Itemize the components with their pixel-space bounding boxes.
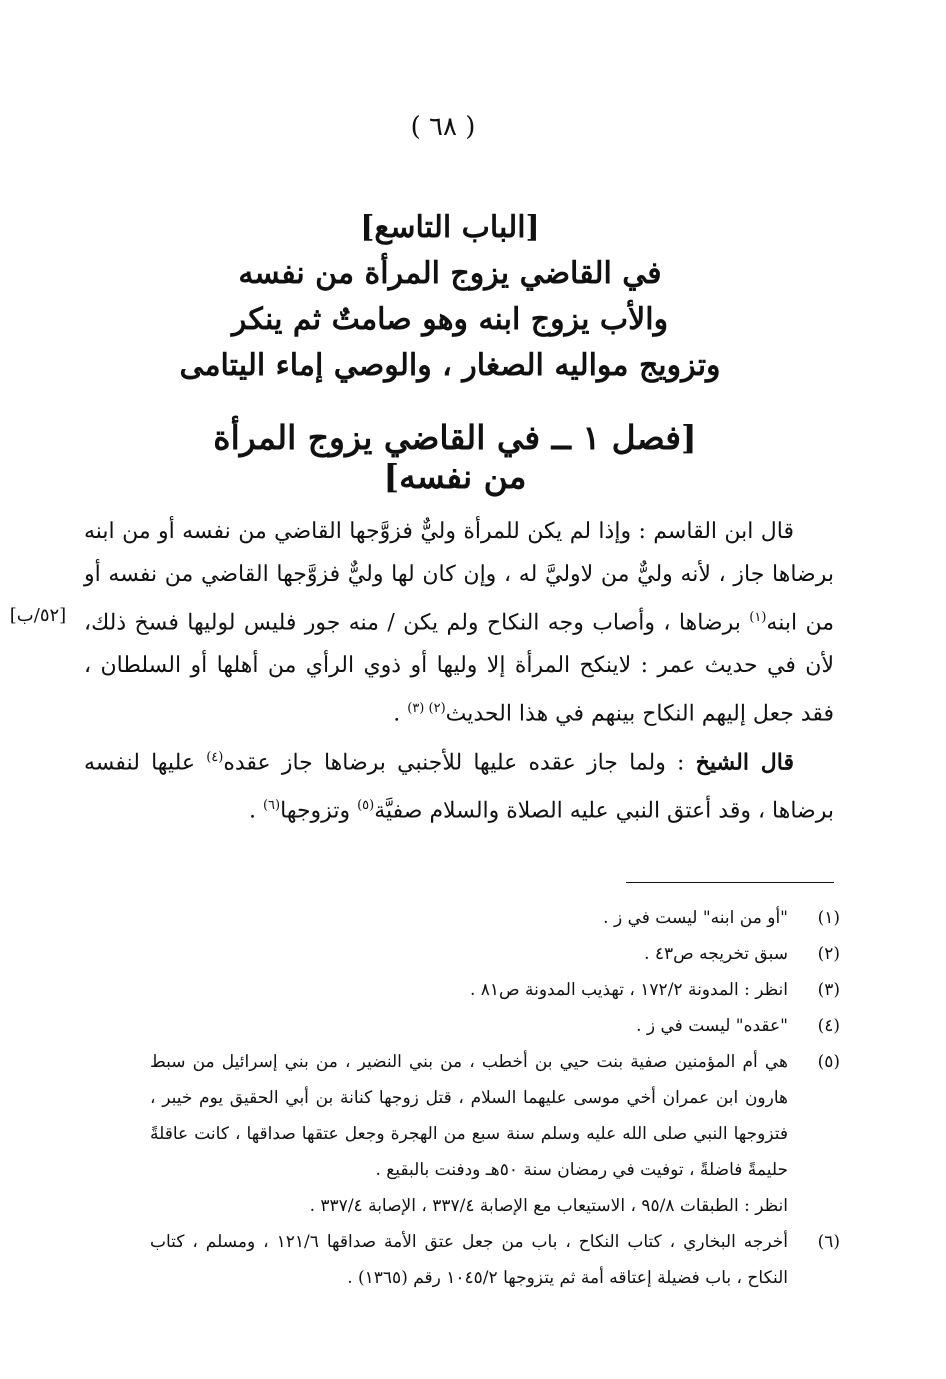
- paragraph: [84, 510, 834, 736]
- footnote-text: "عقده" ليست في ز .: [636, 1016, 788, 1036]
- footnote-number: (٥): [817, 1052, 840, 1072]
- footnote-ref: (٦): [262, 797, 281, 813]
- footnote-text: انظر : المدونة ١٧٢/٢ ، تهذيب المدونة ص٨١ .: [469, 980, 788, 1000]
- paragraph-text: برضاها ، وأصاب وجه النكاح ولم يكن / منه جور فليس لوليها فسخ ذلك، لأن في حديث عمر : لاينكح المرأة إلا وليها أو ذوي الرأي من أهلها أو السلطان ، فقد جعل إليهم النكاح بينهم في هذا الحديث: [84, 610, 834, 727]
- paragraph-text: عليها لنفسه برضاها ، وقد أعتق النبي عليه الصلاة والسلام صفيَّة: [84, 749, 834, 824]
- footnote-text: "أو من ابنه" ليست في ز .: [603, 908, 788, 928]
- main-text: [84, 510, 834, 832]
- footnote-number: (١): [817, 908, 840, 928]
- chapter-heading: [120, 205, 780, 389]
- page-number: ( ٦٨ ): [410, 112, 476, 142]
- footnote-number: (٣): [817, 980, 840, 1000]
- speaker-label: قال الشيخ: [695, 748, 795, 775]
- footnote-ref: (٥): [357, 797, 375, 813]
- footnotes: [150, 900, 840, 1296]
- footnote-number: (٢): [817, 944, 840, 964]
- chapter-title-line: والأب يزوج ابنه وهو صامتٌ ثم ينكر: [231, 302, 669, 337]
- footnote-number: (٤): [817, 1016, 840, 1036]
- footnote: [150, 1008, 840, 1044]
- footnote-divider: [626, 882, 834, 883]
- footnote: [150, 972, 840, 1008]
- paragraph-text: قال ابن القاسم : وإذا لم يكن للمرأة وليٌّ فزوَّجها القاضي من نفسه أو من ابنه برضاها جاز ، لأنه وليٌّ من لاوليَّ له ، وإن كان لها وليٌّ فزوَّجها القاضي من نفسه أو من ابنه: [84, 519, 834, 636]
- footnote-ref: (١): [749, 610, 767, 625]
- footnote-text: سبق تخريجه ص٤٣ .: [644, 944, 788, 964]
- section-title: [فصل ١ ــ في القاضي يزوج المرأة من نفسه]: [213, 418, 697, 496]
- footnote: [150, 900, 840, 936]
- chapter-title-line: في القاضي يزوج المرأة من نفسه: [238, 256, 662, 291]
- chapter-title-line: وتزويج مواليه الصغار ، والوصي إماء اليتامى: [179, 348, 721, 383]
- footnote: [150, 1224, 840, 1296]
- manuscript-folio-ref: [٥٢/ب]: [9, 605, 67, 626]
- paragraph-text: .: [248, 798, 263, 824]
- footnote-text: هي أم المؤمنين صفية بنت حيي بن أخطب ، من بني النضير ، من بني إسرائيل من سبط هارون ابن عمران أخي موسى عليهما السلام ، قتل زوجها كنانة بن أبي الحقيق يوم خيبر ، فتزوجها النبي صلى الله عليه وسلم سنة سبع من الهجرة وجعل عتقها صداقها ، كانت عاقلةً حليمةً فاضلةً ، توفيت في رمضان سنة ٥٠هـ ودفنت بالبقيع .: [150, 1052, 788, 1180]
- footnote-ref: (٢) (٣): [407, 701, 446, 717]
- paragraph-text: وتزوجها: [280, 798, 358, 824]
- footnote-text: أخرجه البخاري ، كتاب النكاح ، باب من جعل عتق الأمة صداقها ١٢١/٦ ، ومسلم ، كتاب النكاح ، باب فضيلة إعتاقه أمة ثم يتزوجها ١٠٤٥/٢ رقم (١٣٦٥) .: [150, 1232, 788, 1288]
- footnote-sources: انظر : الطبقات ٩٥/٨ ، الاستيعاب مع الإصابة ٣٣٧/٤ ، الإصابة ٣٣٧/٤ .: [309, 1196, 788, 1216]
- paragraph-text: : ولما جاز عقده عليها للأجنبي برضاها جاز عقده: [223, 749, 696, 775]
- paragraph-text: .: [393, 701, 408, 727]
- footnote-ref: (٤): [206, 749, 224, 765]
- footnote: [150, 1044, 840, 1224]
- chapter-number: [الباب التاسع]: [360, 210, 540, 245]
- footnote-number: (٦): [817, 1232, 840, 1252]
- footnote-text: [150, 1044, 788, 1224]
- footnote: [150, 936, 840, 972]
- paragraph: [84, 736, 834, 833]
